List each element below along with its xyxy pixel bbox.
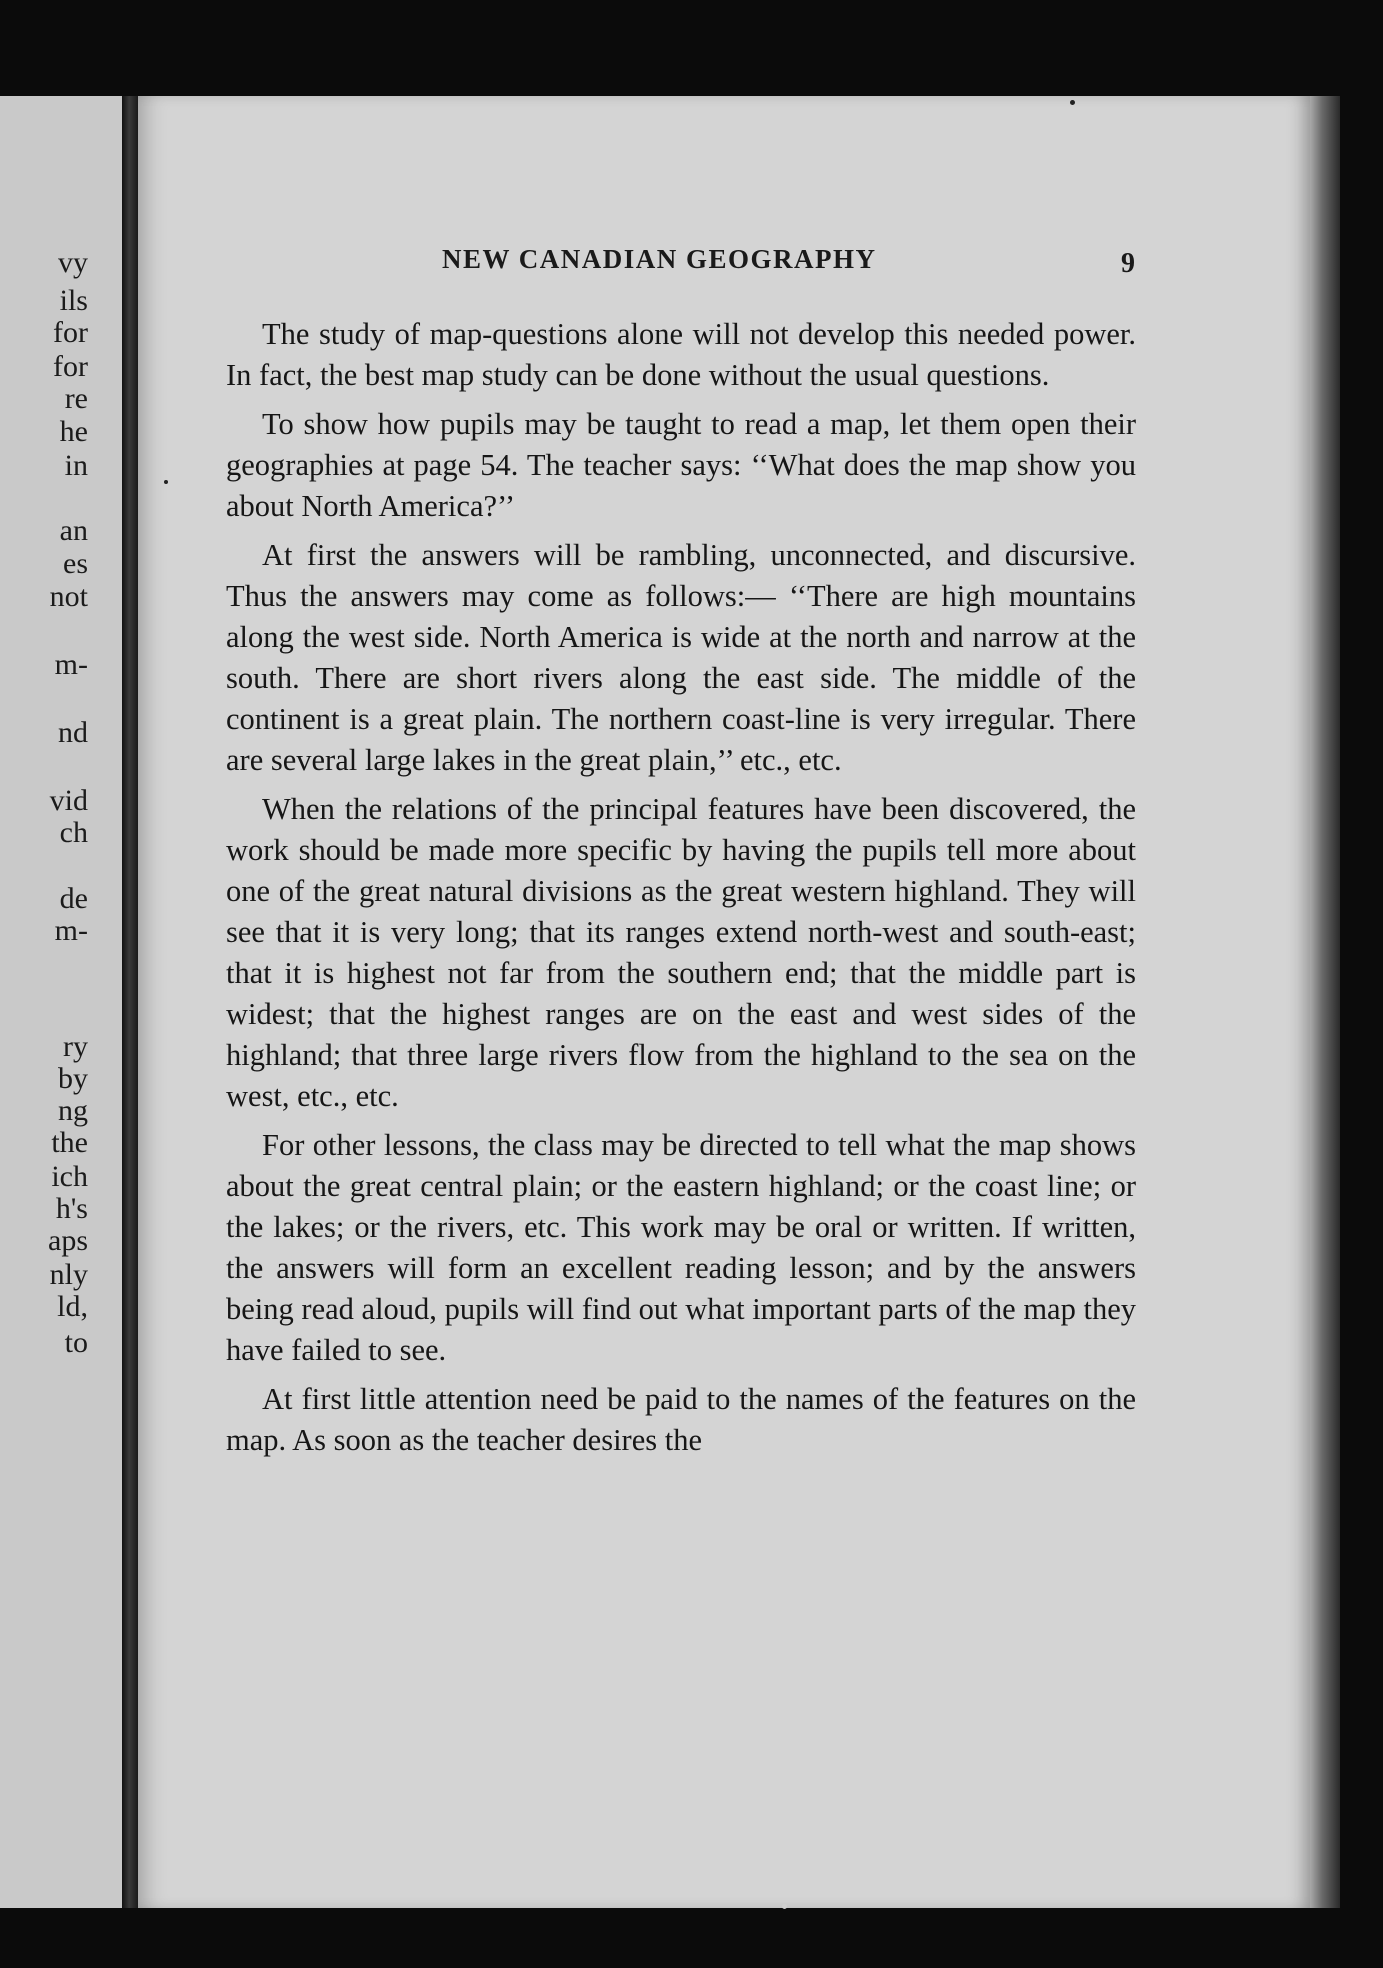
paragraph: At first the answers will be rambling, unconnected, and discursive. Thus the answers may come as follows:— ‘‘There are high mountains along the west side. North America is wide at the north and narrow at the south. There are short rivers along the east side. The middle of the continent is a great plain. The northern coast-line is very irregular. There are several large lakes in the great plain,’’ etc., etc. — [226, 538, 1136, 777]
left-page-fragment: ich — [51, 1160, 88, 1193]
left-page-fragment: ng — [58, 1094, 88, 1127]
page-body — [226, 314, 1136, 1469]
page-header — [138, 244, 1310, 284]
running-head: NEW CANADIAN GEOGRAPHY — [442, 244, 877, 274]
left-page-fragment: h's — [55, 1192, 88, 1225]
paragraph: To show how pupils may be taught to read a map, let them open their geographies at page 54. The teacher says: ‘‘What does the map show you about North America?’’ — [226, 407, 1136, 523]
scan-speck — [1070, 100, 1075, 105]
left-page-fragment: in — [64, 449, 88, 482]
left-page-fragment: ry — [63, 1030, 88, 1063]
left-page-fragment: by — [58, 1062, 88, 1095]
page-edge — [1310, 96, 1340, 1908]
left-page-fragment: ch — [59, 816, 88, 849]
left-page-fragment: an — [59, 514, 88, 547]
scan-speck — [782, 1904, 787, 1909]
left-page-fragment: es — [63, 547, 88, 580]
left-page-fragment: de — [59, 882, 88, 915]
left-page-fragment: the — [51, 1126, 88, 1159]
left-page-fragment: not — [49, 580, 88, 613]
left-page-fragment: m- — [54, 914, 88, 947]
paragraph: For other lessons, the class may be directed to tell what the map shows about the great central plain; or the eastern highland; or the coast line; or the lakes; or the rivers, etc. This work may be oral or written. If written, the answers will form an excellent reading lesson; and by the answers being read aloud, pupils will find out what important parts of the map they have failed to see. — [226, 1128, 1136, 1367]
left-page-fragment: vid — [49, 784, 88, 817]
book-page — [138, 96, 1310, 1908]
paragraph: At first little attention need be paid to the names of the features on the map. As soon as the teacher desires the — [226, 1382, 1136, 1457]
left-page-fragment: nd — [58, 716, 88, 749]
left-page-fragment: nly — [49, 1258, 88, 1291]
left-page-fragment: he — [59, 415, 88, 448]
left-page-fragment: for — [53, 350, 88, 383]
left-page-fragment: vy — [58, 246, 88, 279]
page-number: 9 — [1121, 248, 1135, 279]
left-facing-page — [0, 96, 122, 1908]
left-page-fragment: aps — [48, 1224, 88, 1257]
left-page-fragment: for — [53, 316, 88, 349]
left-page-fragment: m- — [54, 648, 88, 681]
left-page-fragment: to — [64, 1326, 88, 1359]
paragraph: The study of map-questions alone will not develop this needed power. In fact, the best map study can be done without the usual questions. — [226, 317, 1136, 392]
left-page-fragment: ils — [59, 284, 88, 317]
paragraph: When the relations of the principal features have been discovered, the work should be made more specific by having the pupils tell more about one of the great natural divisions as the great western highland. They will see that it is very long; that its ranges extend north-west and south-east; that it is highest not far from the southern end; that the middle part is widest; that the highest ranges are on the east and west sides of the highland; that three large rivers flow from the highland to the sea on the west, etc., etc. — [226, 792, 1136, 1113]
scan-speck — [164, 480, 168, 484]
book-gutter — [122, 96, 138, 1908]
left-page-fragment: ld, — [57, 1290, 88, 1323]
left-page-fragment: re — [64, 382, 88, 415]
